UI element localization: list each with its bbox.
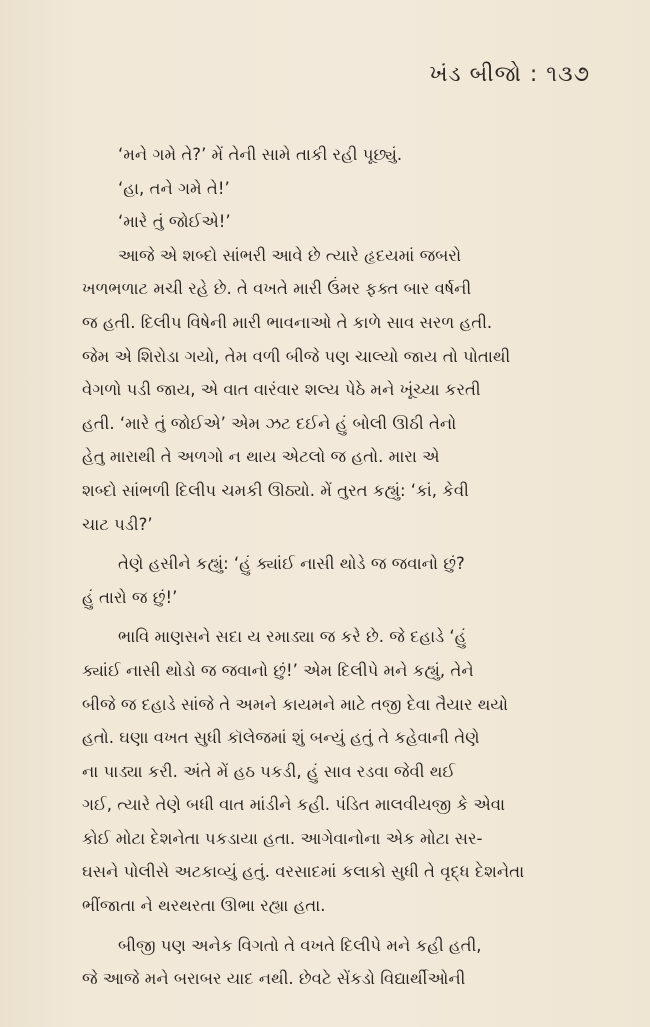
text-line: ‘મારે તું જોઈએ!’ xyxy=(118,212,231,232)
text-line: આજે એ શબ્દો સાંભરી આવે છે ત્યારે હૃદયમાં જબરો xyxy=(118,245,462,265)
text-line: વેગળો પડી જાય, એ વાત વારંવાર શલ્ય પેઠે મને ખૂંચ્યા કરતી xyxy=(82,380,481,400)
text-line: હેતુ મારાથી તે અળગો ન થાય એટલો જ હતો. મારા એ xyxy=(82,447,440,467)
text-line: બીજી પણ અનેક વિગતો તે વખતે દિલીપે મને કહી હતી, xyxy=(118,935,482,955)
body-text xyxy=(82,138,572,996)
text-line: ‘મને ગમે તે?’ મેં તેની સામે તાકી રહી પૂછ્યું. xyxy=(118,145,403,164)
text-line: ઘસને પોલીસે અટકાવ્યું હતું. વરસાદમાં કલાકો સુધી તે વૃદ્ધ દેશનેતા xyxy=(82,862,525,882)
text-line: કોઈ મોટા દેશનેતા પકડાયા હતા. આગેવાનોના એક મોટા સર- xyxy=(82,828,483,848)
text-line: ચાટ પડી?’ xyxy=(82,514,153,534)
running-header: ખંડ બીજો : ૧૩૭ xyxy=(429,62,590,87)
text-line: જ હતી. દિલીપ વિષેની મારી ભાવનાઓ તે કાળે સાવ સરળ હતી. xyxy=(82,312,493,332)
text-line: હતી. ‘મારે તું જોઈએ’ એમ ઝટ દઈને હું બોલી ઊઠી તેનો xyxy=(82,413,457,433)
text-line: જે આજે મને બરાબર યાદ નથી. છેવટે સેંકડો વિદ્યાર્થીઓની xyxy=(82,969,466,989)
text-line: ભીંજાતા ને થરથરતા ઊભા રહ્યા હતા. xyxy=(82,896,326,916)
text-line: ભાવિ માણસને સદા ય રમાડ્યા જ કરે છે. જે દહાડે ‘હું xyxy=(118,627,467,647)
text-line: જેમ એ શિરોડા ગયો, તેમ વળી બીજે પણ ચાલ્યો જાય તો પોતાથી xyxy=(82,346,511,366)
text-line: ‘હા, તને ગમે તે!’ xyxy=(118,178,230,198)
text-line: શબ્દો સાંભળી દિલીપ ચમકી ઊઠ્યો. મેં તુરત કહ્યું: ‘કાં, કેવી xyxy=(82,480,469,500)
text-line: બીજે જ દહાડે સાંજે તે અમને કાયમને માટે તજી દેવા તૈયાર થયો xyxy=(82,694,509,714)
text-line: તેણે હસીને કહ્યું: ‘હું ક્યાંઈ નાસી થોડે જ જવાનો છું? xyxy=(118,554,465,574)
text-line: ખળભળાટ મચી રહે છે. તે વખતે મારી ઉંમર ફક્ત બાર વર્ષની xyxy=(82,279,472,299)
text-line: હતો. ઘણા વખત સુધી કૉલેજમાં શું બન્યું હતું તે કહેવાની તેણે xyxy=(82,728,480,748)
text-line: ક્યાંઈ નાસી થોડો જ જવાનો છું!’ એમ દિલીપે મને કહ્યું, તેને xyxy=(82,660,474,680)
text-line: ગઈ, ત્યારે તેણે બધી વાત માંડીને કહી. પંડિત માલવીયજી કે એવા xyxy=(82,795,506,815)
text-line: હું તારો જ છું!’ xyxy=(82,587,178,607)
text-line: ના પાડ્યા કરી. અંતે મેં હઠ પકડી, હું સાવ રડવા જેવી થઈ xyxy=(82,761,456,781)
